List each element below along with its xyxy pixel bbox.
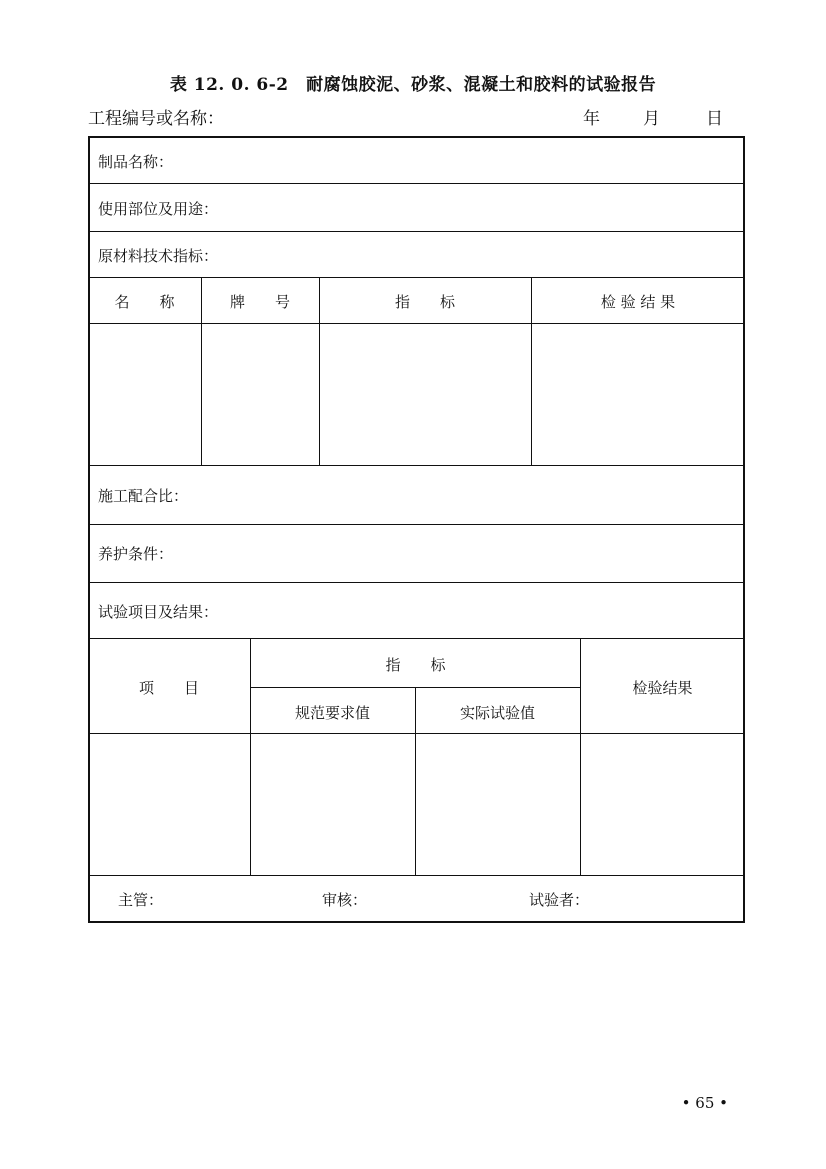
- page-number: • 65 •: [681, 1094, 728, 1112]
- rule: [88, 733, 745, 734]
- header-spec-value: 规范要求值: [294, 704, 370, 722]
- rule: [88, 524, 745, 525]
- usage-label: 使用部位及用途：: [98, 200, 219, 218]
- rule: [88, 638, 745, 639]
- header-index: 指 标: [394, 293, 455, 311]
- rule: [88, 323, 745, 324]
- header-name: 名 称: [114, 293, 175, 311]
- raw-material-label: 原材料技术指标：: [98, 247, 219, 265]
- date-year: 年: [583, 109, 600, 129]
- document-title: 表 12. 0. 6-2 耐腐蚀胶泥、砂浆、混凝土和胶料的试验报告: [169, 75, 657, 95]
- curing-label: 养护条件：: [98, 545, 174, 563]
- rule: [88, 183, 745, 184]
- supervisor-label: 主管：: [118, 891, 164, 909]
- header-index: 指 标: [385, 656, 446, 674]
- rule: [88, 875, 745, 876]
- rule: [88, 465, 745, 466]
- header-actual-value: 实际试验值: [459, 704, 535, 722]
- mix-ratio-label: 施工配合比：: [98, 487, 189, 505]
- header-item: 项 目: [138, 679, 199, 697]
- date-day: 日: [706, 109, 723, 129]
- test-items-label: 试验项目及结果：: [98, 603, 219, 621]
- header-inspection-result: 检 验 结 果: [600, 293, 676, 311]
- date-month: 月: [643, 109, 660, 129]
- project-label: 工程编号或名称：: [88, 109, 224, 129]
- header-inspection-result: 检验结果: [632, 679, 693, 697]
- rule: [88, 231, 745, 232]
- reviewer-label: 审核：: [322, 891, 368, 909]
- header-grade: 牌 号: [229, 293, 290, 311]
- product-name-label: 制品名称：: [98, 153, 174, 171]
- rule: [88, 582, 745, 583]
- rule: [88, 277, 745, 278]
- tester-label: 试验者：: [529, 891, 590, 909]
